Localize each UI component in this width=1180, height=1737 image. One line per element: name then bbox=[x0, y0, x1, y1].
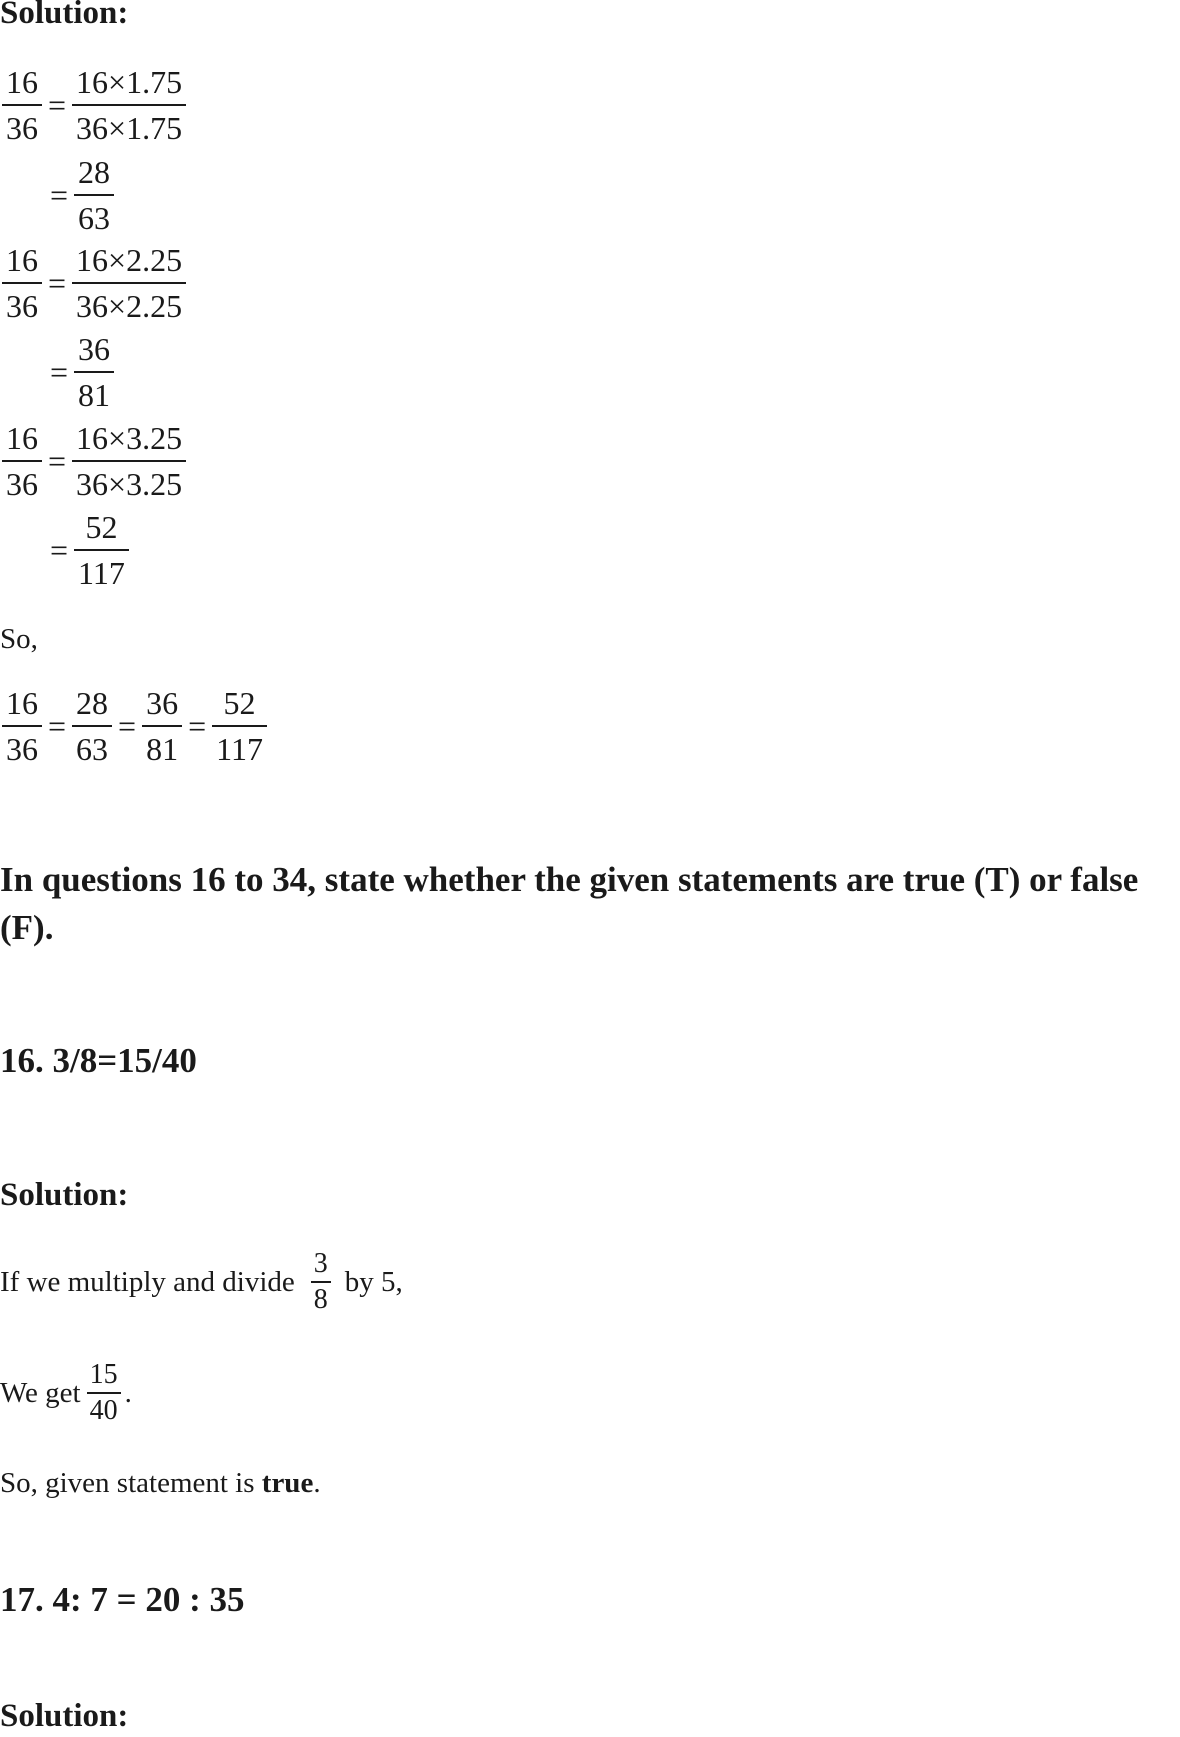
equation-result-1 bbox=[44, 150, 114, 240]
question-16-title: 16. 3/8=15/40 bbox=[0, 1041, 197, 1080]
equation-step-3 bbox=[2, 416, 186, 506]
fraction-result: $\frac{52}{117}$ bbox=[74, 505, 129, 595]
equals-sign: = bbox=[188, 707, 207, 744]
equation-result-3 bbox=[44, 505, 129, 595]
equals-sign: = bbox=[48, 86, 67, 123]
fraction-rhs: $\frac{16\times 2.25}{36\times 2.25}$ bbox=[72, 238, 186, 328]
question-17-title: 17. 4: 7 = 20 : 35 bbox=[0, 1580, 245, 1619]
instruction-heading: In questions 16 to 34, state whether the given statements are true (T) or false (F). bbox=[0, 860, 1139, 947]
equation-step-1 bbox=[2, 60, 186, 150]
fraction-rhs: $\frac{16\times 1.75}{36\times 1.75}$ bbox=[72, 60, 186, 150]
inline-fraction: $\frac{3}{8}$ bbox=[311, 1247, 331, 1317]
equality-chain bbox=[2, 681, 267, 771]
question-17-solution-heading: Solution: bbox=[0, 1698, 129, 1734]
chain-fraction-4: $\frac{52}{117}$ bbox=[212, 681, 267, 771]
fraction-result: $\frac{36}{81}$ bbox=[74, 327, 114, 417]
equals-sign: = bbox=[118, 707, 137, 744]
question-16-solution-heading: Solution: bbox=[0, 1177, 129, 1213]
equals-sign: = bbox=[48, 707, 67, 744]
question-16-conclusion: So, given statement is true. bbox=[0, 1467, 321, 1499]
so-label: So, bbox=[0, 623, 38, 655]
equation-result-2 bbox=[44, 327, 114, 417]
fraction-lhs: $\frac{16}{36}$ bbox=[2, 238, 42, 328]
equals-sign: = bbox=[48, 442, 67, 479]
inline-fraction: $\frac{15}{40}$ bbox=[87, 1358, 121, 1428]
equals-sign: = bbox=[50, 531, 69, 568]
fraction-rhs: $\frac{16\times 3.25}{36\times 3.25}$ bbox=[72, 416, 186, 506]
fraction-lhs: $\frac{16}{36}$ bbox=[2, 60, 42, 150]
equation-step-2 bbox=[2, 238, 186, 328]
chain-fraction-2: $\frac{28}{63}$ bbox=[72, 681, 112, 771]
fraction-lhs: $\frac{16}{36}$ bbox=[2, 416, 42, 506]
question-16-line-2: We get $\frac{15}{40}$ . bbox=[0, 1359, 132, 1426]
chain-fraction-1: $\frac{16}{36}$ bbox=[2, 681, 42, 771]
equals-sign: = bbox=[50, 353, 69, 390]
equals-sign: = bbox=[50, 176, 69, 213]
equals-sign: = bbox=[48, 264, 67, 301]
fraction-result: $\frac{28}{63}$ bbox=[74, 150, 114, 240]
solution-heading: Solution: bbox=[0, 0, 129, 31]
question-16-line-1: If we multiply and divide $\frac{3}{8}$ by 5, bbox=[0, 1248, 403, 1315]
chain-fraction-3: $\frac{36}{81}$ bbox=[142, 681, 182, 771]
